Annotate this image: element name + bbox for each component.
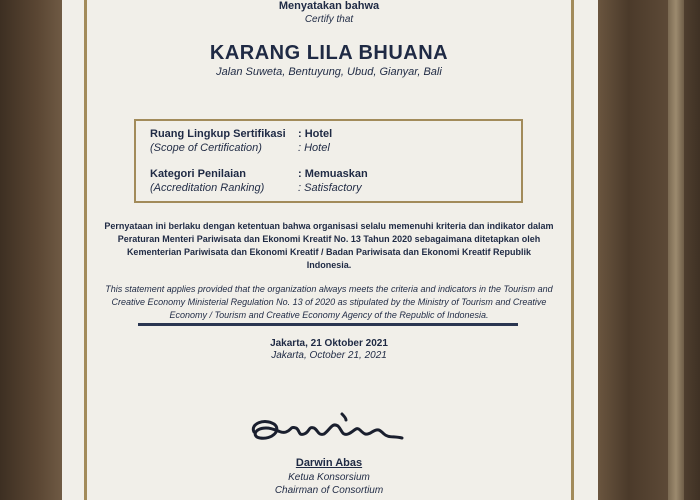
ranking-label-id: Kategori Penilaian (150, 168, 246, 180)
scope-label-id: Ruang Lingkup Sertifikasi (150, 128, 286, 140)
scope-value-en: : Hotel (298, 142, 330, 154)
scope-value-id: : Hotel (298, 128, 333, 140)
signer-name: Darwin Abas (295, 457, 363, 469)
ranking-value-id: : Memuaskan (298, 168, 368, 180)
signer-title-en: Chairman of Consortium (274, 485, 384, 496)
statement-paragraph-id: Pernyataan ini berlaku dengan ketentuan bahwa organisasi selalu memenuhi kriteria dan indikator dalam Peraturan Menteri Pariwisata dan Ekonomi Kreatif No. 13 Tahun 2020 sebagaimana ditetapkan oleh Kementerian Pariwisata dan Ekonomi Kreatif / Badan Pariwisata dan Ekonomi Kreatif Republik Indonesia. (104, 221, 554, 270)
certifies-heading-id: Menyatakan bahwa (278, 0, 380, 12)
signature-image (246, 410, 416, 450)
frame-left (0, 0, 62, 500)
frame-right-strip (668, 0, 684, 500)
signer-title-id: Ketua Konsorsium (288, 472, 370, 483)
certifies-heading-en: Certify that (304, 14, 354, 25)
organization-name: KARANG LILA BHUANA (209, 42, 449, 64)
issue-date-id: Jakarta, 21 Oktober 2021 (270, 338, 388, 349)
issue-date-en: Jakarta, October 21, 2021 (271, 350, 387, 361)
ranking-value-en: : Satisfactory (298, 182, 362, 194)
organization-address: Jalan Suweta, Bentuyung, Ubud, Gianyar, Bali (216, 66, 442, 78)
scope-label-en: (Scope of Certification) (150, 142, 262, 154)
statement-paragraph-en: This statement applies provided that the organization always meets the criteria and indicators in the Tourism and Creative Economy Ministerial Regulation No. 13 of 2020 as stipulated by the Ministry of Tourism and Creative Economy / Tourism and Creative Economy Agency of the Republic of Indonesia. (105, 284, 553, 320)
ranking-label-en: (Accreditation Ranking) (150, 182, 265, 194)
certification-details-box (134, 119, 523, 203)
divider-line (138, 323, 518, 326)
frame-right (598, 0, 700, 500)
